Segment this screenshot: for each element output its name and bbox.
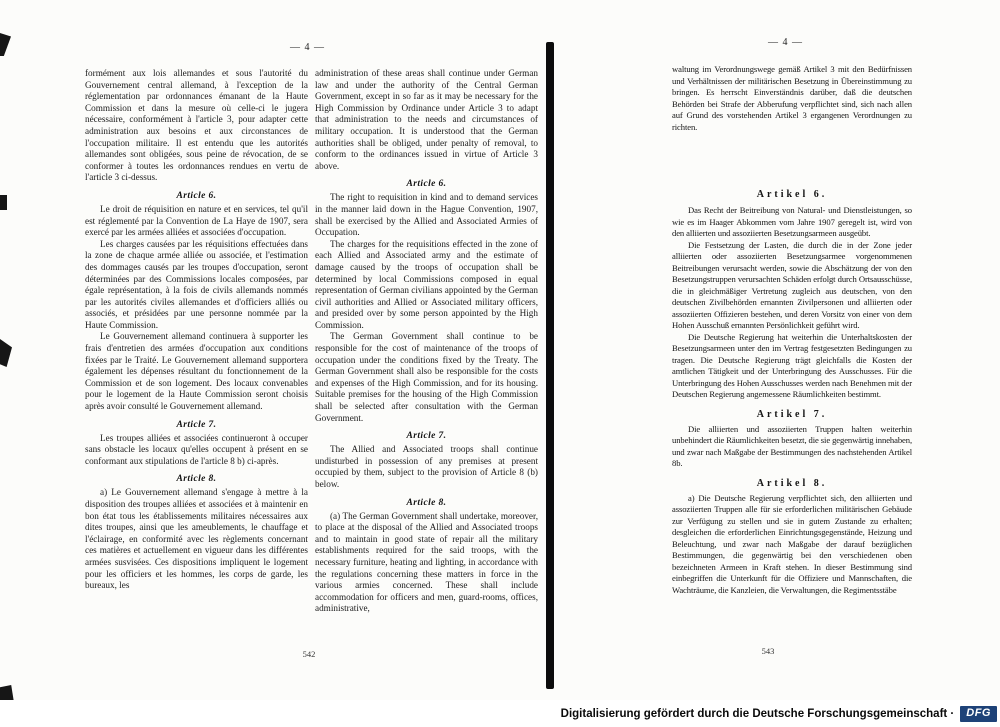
french-article-6-paragraph: Le droit de réquisition en nature et en services, tel qu'il est réglementé par la Convention de La Haye de 1907, sera exercé par les armées alliées et associées d'occupation. [85,203,308,238]
french-article-6-heading: Article 6. [176,190,217,201]
digitization-credit-text: Digitalisierung gefördert durch die Deutsche Forschungsgemeinschaft · [560,707,955,720]
french-column [85,68,308,592]
dfg-logo: DFG [960,706,997,722]
right-page-number: 543 [761,646,775,656]
english-article-6-heading: Article 6. [406,179,447,190]
german-article-6-paragraph: Die Deutsche Regierung hat weiterhin die Unterhaltskosten der Besetzungsarmeen unter den im Vertrag festgesetzten Bedingungen zu tragen. Die Deutsche Regierung trägt gleichfalls die Kosten der amtlichen Tätigkeit und der Unterbringung des Ausschusses. Für die Unterbringung des Hohen Ausschusses werden nach Benehmen mit der Deutschen Regierung angemessene Räumlichkeiten bestimmt. [672,331,912,399]
english-article-6-paragraph: The right to requisition in kind and to demand services in the manner laid down in the Hague Convention, 1907, shall be exercised by the Allied and Associated Armies of Occupation. [315,192,538,238]
german-article-7-paragraph: Die alliierten und assoziierten Truppen halten weiterhin unbehindert die Räumlichkeiten besetzt, die sie gegenwärtig innehaben, und zwar nach Maßgabe der Bestimmungen des nachstehenden Artikel 8b. [672,423,912,468]
french-article-6-paragraph: Le Gouvernement allemand continuera à supporter les frais d'entretien des armées d'occupation aux conditions fixées par le Traité. Le Gouvernement allemand supportera également les dépenses résultant du fonctionnement de la Commission et de son logement. Des locaux convenables pour le logement de la Haute Commission seront choisis après avoir consulté le Gouvernement allemand. [85,331,308,412]
english-article-6-paragraph: The charges for the requisitions effected in the zone of each Allied and Associated army and the estimate of damage caused by the troops of occupation shall be determined by local Commissions composed in equal representation of German civilians appointed by the German civil authorities and Allied or Associated military officers, and presided over by some person appointed by the High Commission. [315,238,538,330]
english-article-8-heading: Article 8. [406,497,447,508]
french-article-6-paragraph: Les charges causées par les réquisitions effectuées dans la zone de chaque armée alliée ou associée, et l'estimation des dommages causés par les troupes d'occupation, seront déterminées par des Commissions locales composées, par égale représentation, à la fois de civils allemands nommés par les autorités civiles allemandes et d'officiers alliés ou associés, et présidées par une personne nommée par la Haute Commission. [85,238,308,330]
english-article-7-heading: Article 7. [406,431,447,442]
book-gutter-shadow [546,42,554,689]
english-article-7-paragraph: The Allied and Associated troops shall continue undisturbed in possession of any premises at present occupied by them, subject to the provision of Article 8 (b) below. [315,444,538,489]
french-article-8-heading: Article 8. [176,474,217,485]
german-article-8-heading: Artikel 8. [756,477,828,489]
german-intro-paragraph: waltung im Verordnungswege gemäß Artikel 3 mit den Bedürfnissen und Verhältnissen der militärischen Besetzung in Übereinstimmung zu bringen. Es herrscht Einverständnis darüber, daß die deutschen Behörden bei Strafe der Abberufung verpflichtet sind, sich nach allen auf Grund des vorstehenden Artikel 3 ergangenen Verordnungen zu richten. [672,64,912,132]
english-column [315,68,538,615]
german-article-6-paragraph: Die Festsetzung der Lasten, die durch die in der Zone jeder alliierten oder assoziierten Besetzungsarmee vorgenommenen Beitreibungen verursacht werden, sowie die Abschätzung der von den Besetzungstruppen verursachten Schäden erfolgt durch Ortsausschüsse, die in gleichmäßiger Vertretung zugleich aus deutschen, von den deutschen Zivilbehörden ernannten Zivilpersonen und alliierten oder assoziierten Offizieren bestehen, und deren Vorsitz von einer von dem Hohen Ausschuß ernannten Persönlichkeit geführt wird. [672,239,912,330]
right-page-header: — 4 — [768,37,803,48]
french-article-7-paragraph: Les troupes alliées et associées continueront à occuper sans obstacle les locaux qu'elles occupent à présent en se conformant aux stipulations de l'article 8 b) ci-après. [85,432,308,466]
french-article-8-paragraph: a) Le Gouvernement allemand s'engage à mettre à la disposition des troupes alliées et associées et à maintenir en bon état tous les établissements militaires nécessaires aux dites troupes, ainsi que les ameublements, le chauffage et l'éclairage, en conformité avec les règlements concernant ces matières et actuellement en vigueur dans les différentes armées susvisées. Ces dispositions impliquent le logement pour les officiers et les hommes, les corps de garde, les bureaux, les [85,487,308,591]
left-page-header: — 4 — [290,42,325,53]
left-page-number: 542 [302,649,316,659]
german-column [672,64,912,596]
digitization-banner [0,700,1000,727]
german-article-6-paragraph: Das Recht der Beitreibung von Natural- und Dienstleistungen, so wie es im Haager Abkommen vom Jahre 1907 geregelt ist, wird von den alliierten und assoziierten Besetzungsarmeen ausgeübt. [672,205,912,238]
scan-edge-artifact [0,339,12,367]
french-intro-paragraph: formément aux lois allemandes et sous l'autorité du Gouvernement central allemand, à l'exception de la réglementation par ordonnances émanant de la Haute Commission et dans la mesure où celle-ci le jugera nécessaire, conformément à l'article 3, pour adapter cette administration aux besoins et aux circonstances de l'occupation militaire. Il est entendu que les autorités allemandes sont obligées, sous peine de révocation, de se conformer à toutes les ordonnances rendues en vertu de l'article 3 ci-dessus. [85,68,308,183]
english-article-6-paragraph: The German Government shall continue to be responsible for the cost of maintenance of the troops of occupation under the conditions fixed by the Treaty. The German Government shall also be responsible for the costs and expenses of the High Commission, and for its housing. Suitable premises for the housing of the High Commission shall be selected after consultation with the German Government. [315,331,538,423]
scan-edge-artifact [0,195,7,210]
english-intro-paragraph: administration of these areas shall continue under German law and under the authority of the Central German Government, except in so far as it may be necessary for the High Commission by Ordinance under Article 3 to adapt that administration to the needs and circumstances of military occupation. It is understood that the German authorities shall be obliged, under penalty of removal, to conform to the ordinances issued in virtue of Article 3 above. [315,68,538,171]
scan-edge-artifact [0,33,11,56]
french-article-7-heading: Article 7. [176,419,217,430]
german-article-8-paragraph: a) Die Deutsche Regierung verpflichtet sich, den alliierten und assoziierten Truppen alle für sie erforderlichen militärischen Gebäude zur Verfügung zu stellen und sie in gutem Zustande zu erhalten; desgleichen die erforderlichen Einrichtungsgegenstände, Heizung und Beleuchtung, und zwar nach Maßgabe der darauf bezüglichen Bestimmungen, die gegenwärtig bei den verschiedenen oben bezeichneten Armeen in Kraft stehen. In dieser Bestimmung sind einbegriffen die Unterkunft für die Offiziere und Mannschaften, die Wachträume, die Kanzleien, die Verwaltungen, die Regimentsstäbe [672,492,912,595]
german-article-6-heading: Artikel 6. [756,189,828,200]
german-article-7-heading: Artikel 7. [756,408,828,420]
english-article-8-paragraph: (a) The German Government shall undertake, moreover, to place at the disposal of the Allied and Associated troops and to maintain in good state of repair all the military establishments required for the said troops, with the necessary furniture, heating and lighting, in accordance with the regulations concerning these matters in force in the various armies concerned. These shall include accommodation for officers and men, guard-rooms, offices, administrative, [315,510,538,614]
